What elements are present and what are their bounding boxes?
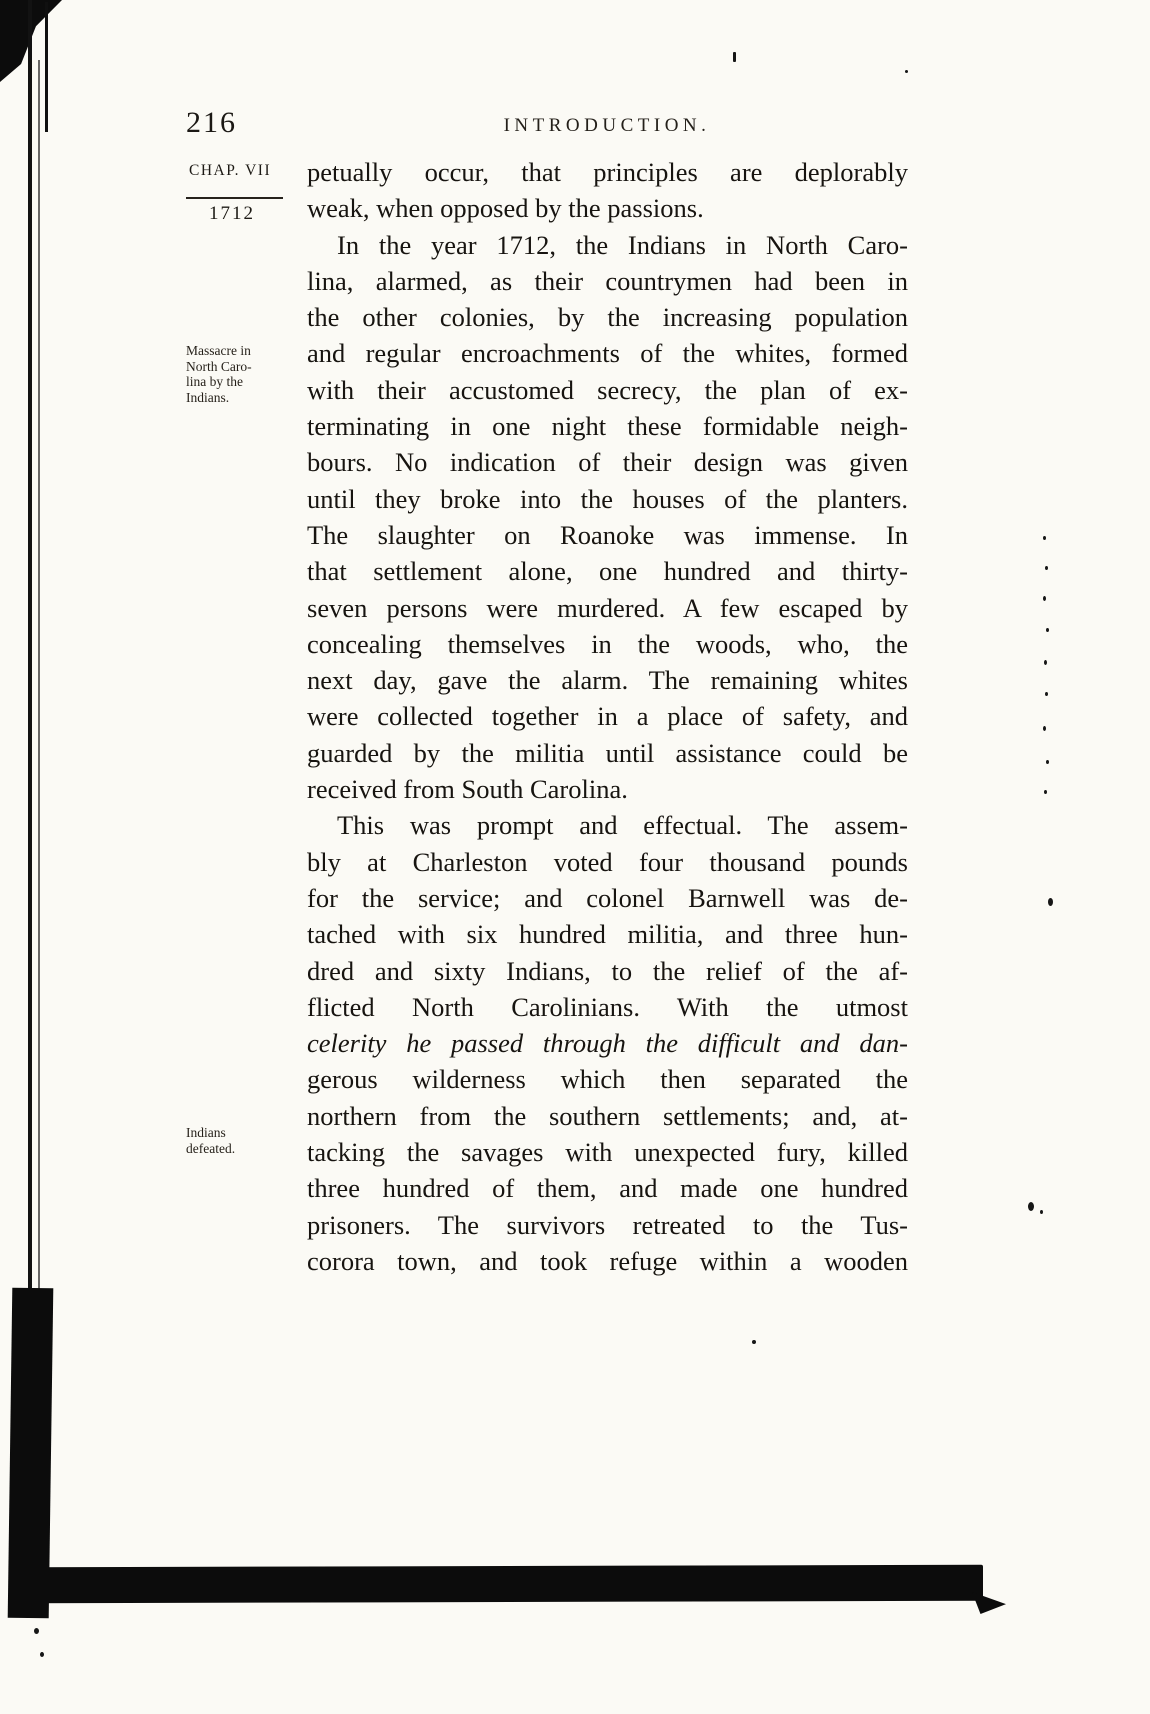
scan-artifact-speck bbox=[1043, 596, 1046, 601]
text-line: and regular encroachments of the whites, formed bbox=[307, 338, 908, 369]
scan-artifact-speck bbox=[1043, 536, 1046, 540]
scan-artifact-speck bbox=[1043, 726, 1046, 731]
text-line: This was prompt and effectual. The assem- bbox=[337, 810, 908, 841]
scan-artifact-speck bbox=[1044, 660, 1047, 665]
margin-note-line: defeated. bbox=[186, 1140, 236, 1156]
scan-artifact-speck bbox=[40, 1652, 44, 1657]
margin-note-line: lina by the bbox=[186, 374, 243, 389]
text-line: The slaughter on Roanoke was immense. In bbox=[307, 519, 908, 550]
scan-artifact-speck bbox=[1028, 1202, 1034, 1211]
text-line: weak, when opposed by the passions. bbox=[307, 193, 704, 224]
text-line: three hundred of them, and made one hundred bbox=[307, 1173, 908, 1204]
text-line: corora town, and took refuge within a wooden bbox=[307, 1245, 908, 1276]
text-line: with their accustomed secrecy, the plan of ex- bbox=[307, 374, 908, 405]
scan-artifact-speck bbox=[1046, 628, 1049, 632]
margin-note-line: North Caro- bbox=[186, 358, 252, 374]
margin-note-line: Indians. bbox=[186, 389, 230, 405]
text-line: celerity he passed through the difficult and dan- bbox=[307, 1028, 908, 1059]
text-line: flicted North Carolinians. With the utmost bbox=[307, 991, 908, 1022]
chapter-rule bbox=[186, 197, 283, 199]
text-line: northern from the southern settlements; and, at- bbox=[307, 1100, 908, 1131]
text-line: tacking the savages with unexpected fury, killed bbox=[307, 1137, 908, 1168]
scan-artifact-speck bbox=[34, 1628, 39, 1634]
text-line: gerous wilderness which then separated the bbox=[307, 1064, 908, 1095]
text-line: terminating in one night these formidable neigh- bbox=[307, 411, 908, 442]
scan-artifact-speck bbox=[1045, 692, 1048, 696]
text-line: until they broke into the houses of the planters. bbox=[307, 483, 908, 514]
scan-artifact-speck bbox=[752, 1340, 756, 1344]
text-line: seven persons were murdered. A few escaped by bbox=[307, 592, 908, 623]
text-line: tached with six hundred militia, and three hun- bbox=[307, 919, 908, 950]
text-line: petually occur, that principles are deplorably bbox=[307, 157, 908, 187]
text-line: for the service; and colonel Barnwell was de- bbox=[307, 882, 908, 913]
margin-note-line: Indians bbox=[186, 1125, 226, 1140]
scan-artifact-speck bbox=[733, 52, 736, 62]
scan-artifact-speck bbox=[1044, 790, 1047, 794]
scan-artifact-speck bbox=[1046, 760, 1049, 764]
margin-note-massacre bbox=[186, 343, 252, 405]
chapter-heading: CHAP. VII bbox=[189, 162, 272, 179]
scan-artifact-speck bbox=[1040, 1210, 1043, 1214]
scan-artifact-binding-line bbox=[38, 60, 40, 1290]
text-line: the other colonies, by the increasing population bbox=[307, 302, 908, 333]
year-label: 1712 bbox=[209, 203, 255, 224]
text-line: bly at Charleston voted four thousand pounds bbox=[307, 846, 908, 877]
text-line: were collected together in a place of safety, and bbox=[307, 701, 908, 732]
page-number: 216 bbox=[186, 106, 237, 139]
scan-artifact-speck bbox=[1048, 898, 1053, 906]
text-line: that settlement alone, one hundred and thirty- bbox=[307, 556, 908, 587]
text-line: received from South Carolina. bbox=[307, 774, 628, 805]
text-line: next day, gave the alarm. The remaining whites bbox=[307, 665, 908, 696]
text-line: prisoners. The survivors retreated to the Tus- bbox=[307, 1209, 908, 1240]
text-line: lina, alarmed, as their countrymen had been in bbox=[307, 265, 908, 296]
text-line: dred and sixty Indians, to the relief of the af- bbox=[307, 955, 908, 986]
scan-artifact-speck bbox=[1045, 566, 1048, 570]
text-line: In the year 1712, the Indians in North Caro- bbox=[337, 229, 908, 260]
running-header: INTRODUCTION. bbox=[503, 115, 711, 136]
text-line: bours. No indication of their design was given bbox=[307, 447, 908, 478]
text-line: guarded by the militia until assistance could be bbox=[307, 737, 908, 768]
text-line: concealing themselves in the woods, who, the bbox=[307, 628, 908, 659]
scan-artifact-binding-line bbox=[45, 2, 48, 132]
scan-artifact-bar-tail bbox=[972, 1592, 1006, 1614]
scan-artifact-speck bbox=[905, 70, 908, 73]
body-text bbox=[307, 154, 908, 1279]
margin-note-indians-defeated bbox=[186, 1125, 235, 1156]
margin-note-line: Massacre in bbox=[186, 343, 251, 358]
scan-artifact-bottom-bar bbox=[31, 1565, 983, 1603]
